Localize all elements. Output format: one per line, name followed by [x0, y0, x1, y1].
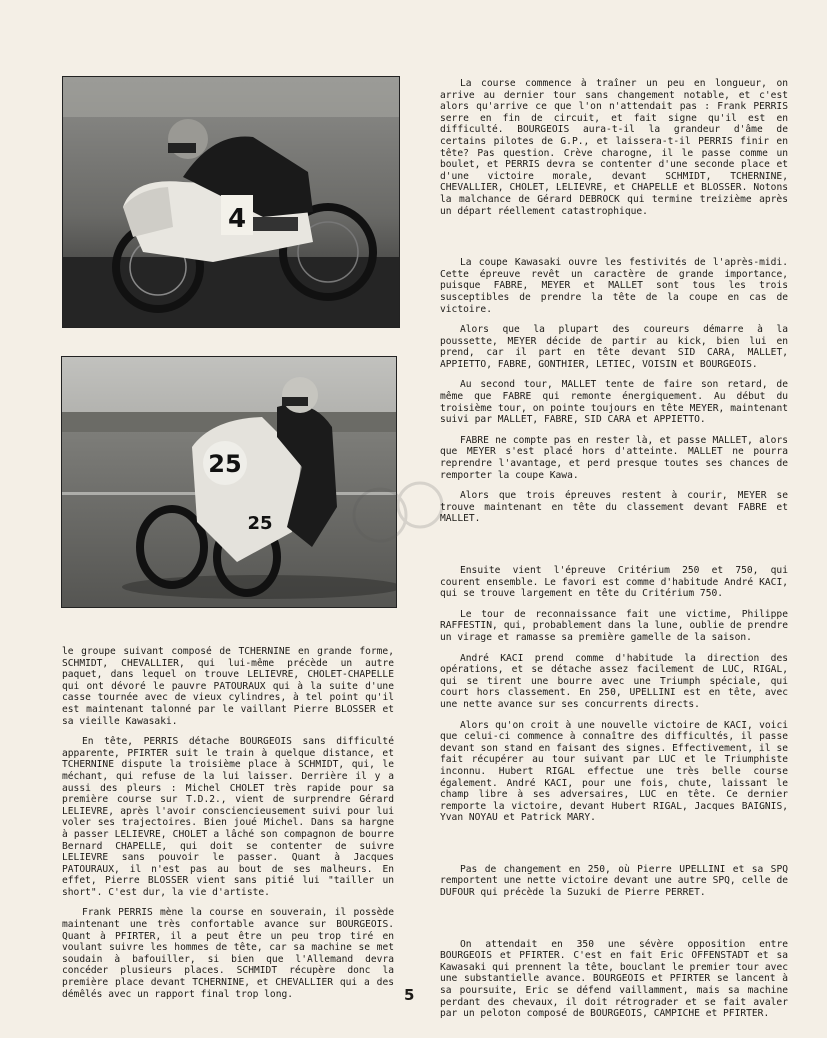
paragraph: Au second tour, MALLET tente de faire son retard, de même que FABRE qui remonte énergiquement. Au début du troisième tour, on pointe toujours en tête MEYER, maintenant suivi par MALLET, FABRE, SID CARA et APPIETTO.: [440, 379, 788, 426]
paragraph: On attendait en 350 une sévère opposition entre BOURGEOIS et PFIRTER. C'est en fait Eric OFFENSTADT et sa Kawasaki qui prennent la tête, bouclant le premier tour avec une substantielle avance. BOURGEOIS et PFIRTER se lancent à sa poursuite, Eric se défend vaillamment, mais sa machine perdant des chevaux, il doit rétrograder et se fait avaler par un peloton composé de BOURGEOIS, CAMPICHE et PFIRTER.: [440, 938, 788, 1020]
paragraph: Pas de changement en 250, où Pierre UPELLINI et sa SPQ remportent une nette victoire devant une autre SPQ, celle de DUFOUR qui précède la Suzuki de Pierre PERRET.: [440, 863, 788, 899]
paragraph: Frank PERRIS mène la course en souverain, il possède maintenant une très confortable avance sur BOURGEOIS. Quant à PFIRTER, il a peut être un peu trop tiré en voulant suivre les hommes de tête, car sa machine se met soudain à bafouiller, si bien que l'Allemand devra concéder plusieurs places. SCHMIDT récupère donc la première place devant TCHERNINE, et CHEVALLIER qui a des démêlés avec un rapport final trop long.: [62, 907, 394, 1000]
paragraph: le groupe suivant composé de TCHERNINE en grande forme, SCHMIDT, CHEVALLIER, qui lui-même précède un autre paquet, dans lequel on trouve LELIEVRE, CHOLET-CHAPELLE qui ont dévoré le pauvre PATOURAUX qui à la suite d'une casse tournée avec de vieux cylindres, à tel point qu'il est maintenant talonné par le vaillant Pierre BLOSSER et sa vieille Kawasaki.: [62, 646, 394, 727]
rider-side-number-25: 25: [247, 513, 273, 534]
paragraph: André KACI prend comme d'habitude la direction des opérations, et se détache assez facilement de LUC, RIGAL, qui se tirent une bourre avec une Triumph spéciale, qui court hors classement. En 250, UPELLINI est en tête, avec une nette avance sur ses concurrents directs.: [440, 652, 788, 710]
race-photo-rider-4: [62, 76, 400, 328]
rider-number-4: 4: [227, 204, 247, 234]
paragraph: Alors qu'on croit à une nouvelle victoire de KACI, voici que celui-ci commence à connaître des difficultés, il passe devant son stand en faisant des signes. Effectivement, il se fait récupérer au tour suivant par LUC et le Triumphiste inconnu. Hubert RIGAL effectue une très belle course également. André KACI, pour une fois, chute, laissant le champ libre à ses adversaires, LUC en tête. Ce dernier remporte la victoire, devant Hubert RIGAL, Jacques BAIGNIS, Yvan NOYAU et Patrick MARY.: [440, 719, 788, 824]
paragraph: Alors que trois épreuves restent à courir, MEYER se trouve maintenant en tête du classement devant FABRE et MALLET.: [440, 490, 788, 525]
paragraph: Ensuite vient l'épreuve Critérium 250 et 750, qui courent ensemble. Le favori est comme d'habitude André KACI, qui se trouve largement en tête du Critérium 750.: [440, 565, 788, 600]
watermark-stamp: [350, 470, 450, 550]
paragraph: La course commence à traîner un peu en longueur, on arrive au dernier tour sans changement notable, et c'est alors qu'arrive ce que l'on n'attendait pas : Frank PERRIS serre en fin de circuit, et fait signe qu'il est en difficulté. BOURGEOIS aura-t-il la grandeur d'âme de certains pilotes de G.P., et laissera-t-il PERRIS finir en tête? Pas question. Crève charogne, il le passe comme un boulet, et PERRIS devra se contenter d'une seconde place et d'une victoire morale, devant SCHMIDT, TCHERNINE, CHEVALLIER, CHOLET, LELIEVRE, et CHAPELLE et BLOSSER. Notons la malchance de Gérard DEBROCK qui termine treizième après un départ réellement catastrophique.: [440, 78, 788, 217]
paragraph: Le tour de reconnaissance fait une victime, Philippe RAFFESTIN, qui, probablement dans la lune, oublie de prendre un virage et ramasse sa première gamelle de la saison.: [440, 608, 788, 643]
article-left-column: [62, 646, 394, 1009]
photo-rider-25-image: [62, 357, 396, 607]
article-right-column: [440, 78, 788, 1029]
photo-rider-4-image: [63, 77, 399, 327]
paragraph: La coupe Kawasaki ouvre les festivités de l'après-midi. Cette épreuve revêt un caractère de grande importance, puisque FABRE, MEYER et MALLET sont tous les trois susceptibles de prendre la tête de la coupe en cas de victoire.: [440, 257, 788, 315]
page-number: 5: [404, 986, 415, 1004]
paragraph: FABRE ne compte pas en rester là, et passe MALLET, alors que MEYER s'est placé hors d'atteinte. MALLET ne pourra reprendre l'avantage, et perd presque toutes ses chances de remporter la coupe Kawa.: [440, 434, 788, 481]
paragraph: Alors que la plupart des coureurs démarre à la poussette, MEYER décide de partir au kick, bien lui en prend, car il part en tête devant SID CARA, MALLET, APPIETTO, FABRE, GONTHIER, LETIEC, VOISIN et BOURGEOIS.: [440, 324, 788, 370]
paragraph: En tête, PERRIS détache BOURGEOIS sans difficulté apparente, PFIRTER suit le train à quelque distance, et TCHERNINE dispute la troisième place à SCHMIDT, qui, le méchant, qui refuse de la lui laisser. Derrière il y a aussi des pleurs : Michel CHOLET très rapide pour sa première course sur T.D.2., vient de surprendre Gérard LELIEVRE, après l'avoir consciencieusement suivi pour lui voler ses trajectoires. Bien joué Michel. Dans sa hargne à passer LELIEVRE, CHOLET a lâché son compagnon de bourre Bernard CHAPELLE, qui doit se contenter de suivre LELIEVRE sans pouvoir le passer. Quant à Jacques PATOURAUX, il n'est pas au bout de ses malheurs. En effet, Pierre BLOSSER vient sans pitié lui "tailler un short". C'est dur, la vie d'artiste.: [62, 736, 394, 898]
rider-number-25: 25: [208, 450, 242, 478]
race-photo-rider-25: [61, 356, 397, 608]
